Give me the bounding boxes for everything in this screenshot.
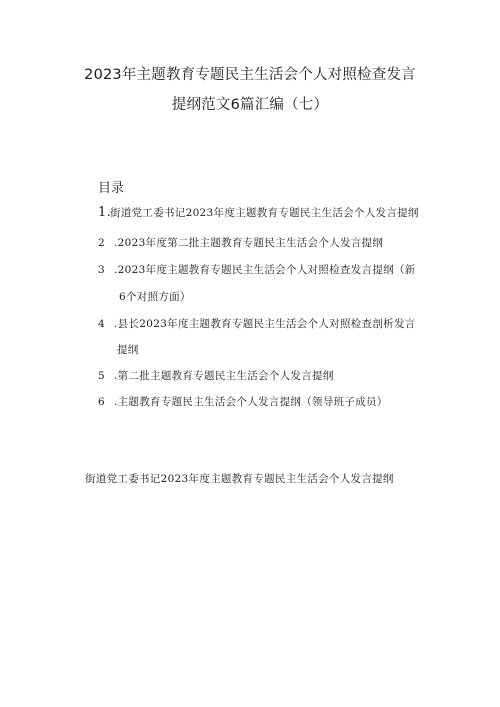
toc-item-2[interactable] [98, 235, 383, 250]
document-title-line-1: 2023年主题教育专题民主生活会个人对照检查发言 [84, 67, 416, 83]
toc-item-number: 2 [98, 237, 105, 249]
toc-item-text: .县长2023年度主题教育专题民主生活会个人对照检查剖析发言 [114, 318, 416, 330]
toc-item-4-continuation: 提纲 [117, 344, 139, 356]
toc-heading: 目录 [98, 181, 125, 196]
toc-item-number: 6 [98, 396, 105, 408]
toc-item-text: .主题教育专题民主生活会个人发言提纲（领导班子成员） [114, 396, 388, 408]
toc-item-number: 1. [98, 205, 112, 220]
section-heading: 街道党工委书记2023年度主题教育专题民主生活会个人发言提纲 [85, 473, 394, 485]
toc-item-number: 5 [98, 370, 105, 382]
toc-item-number: 4 [98, 318, 105, 330]
toc-item-text: .2023年度主题教育专题民主生活会个人对照检查发言提纲（新 [114, 264, 416, 276]
toc-item-4[interactable] [98, 316, 416, 331]
toc-item-1[interactable] [98, 205, 419, 220]
toc-item-number: 3 [98, 264, 105, 276]
toc-item-text: .2023年度第二批主题教育专题民主生活会个人发言提纲 [114, 237, 384, 249]
toc-item-3-continuation: 6个对照方面） [119, 291, 191, 303]
toc-item-6[interactable] [98, 394, 388, 409]
toc-item-3[interactable] [98, 262, 416, 277]
toc-item-5[interactable] [98, 368, 334, 383]
toc-item-text: 街道党工委书记2023年度主题教育专题民主生活会个人发言提纲 [110, 207, 419, 219]
document-title-line-2: 提纲范文6篇汇编（七） [171, 97, 329, 113]
toc-item-text: .第二批主题教育专题民主生活会个人发言提纲 [114, 370, 334, 382]
